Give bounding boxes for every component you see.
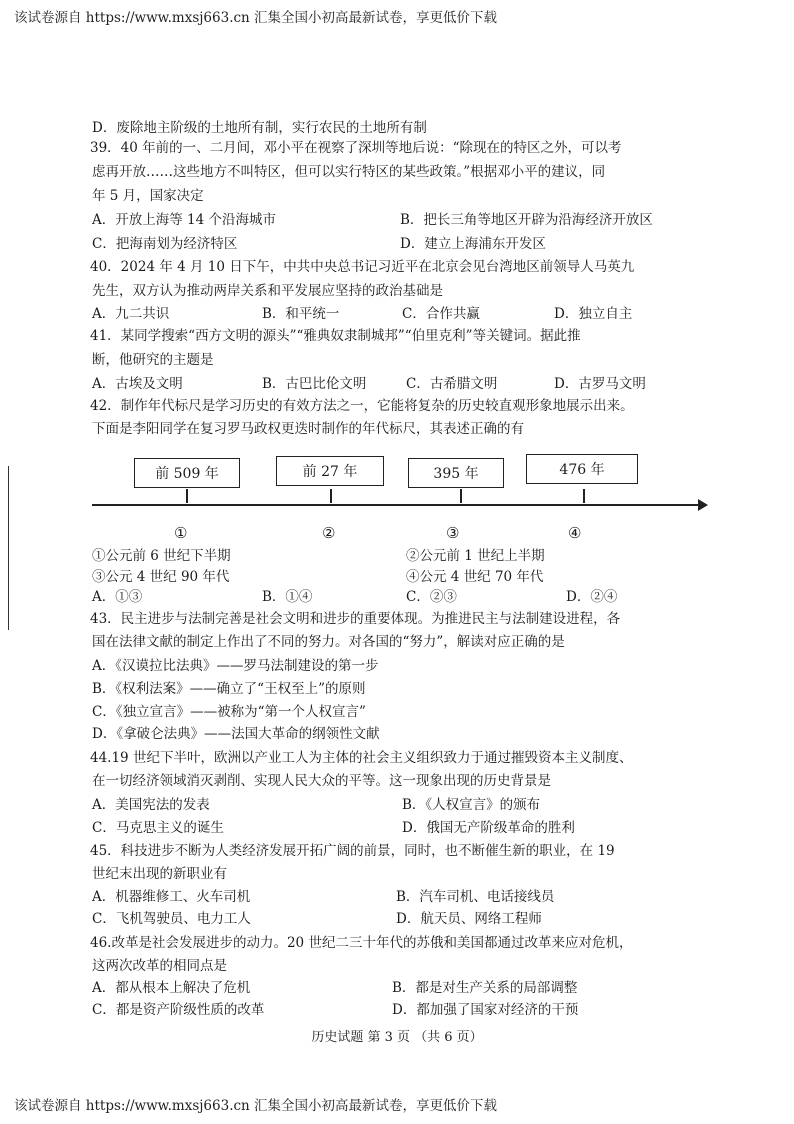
q39-option-a: A．开放上海等 14 个沿海城市 [92,212,277,228]
timeline-box-27bc: 前 27 年 [276,456,384,486]
source-banner-top: 该试卷源自 https://www.mxsj663.cn 汇集全国小初高最新试卷，享更低价下载 [14,10,498,26]
q45-option-d: D．航天员、网络工程师 [396,911,542,927]
q44-option-b: B．《人权宣言》的颁布 [402,797,541,813]
timeline-mark-1: ① [174,524,188,542]
timeline-box-395: 395 年 [408,458,504,488]
timeline-stem [330,489,332,503]
binding-margin-line [0,466,9,630]
q44-option-d: D．俄国无产阶级革命的胜利 [402,820,575,836]
q41-option-b: B．古巴比伦文明 [262,376,367,392]
q42-option-c: C．②③ [406,589,457,605]
q44-option-c: C．马克思主义的诞生 [92,820,224,836]
timeline-mark-3: ③ [446,524,460,542]
q40-option-b: B．和平统一 [262,306,340,322]
q40-option-a: A．九二共识 [92,306,170,322]
q46-stem-line-1: 46.改革是社会发展进步的动力。20 世纪二三十年代的苏俄和美国都通过改革来应对危机， [90,935,633,951]
q43-stem-line-1: 43．民主进步与法制完善是社会文明和进步的重要体现。为推进民主与法制建设进程，各 [90,611,621,627]
q42-statement-4: ④公元 4 世纪 70 年代 [406,569,544,585]
timeline-arrow-icon [698,499,708,511]
q44-stem-line-1: 44.19 世纪下半叶，欧洲以产业工人为主体的社会主义组织致力于通过摧毁资本主义制度、 [90,750,633,766]
timeline-box-476: 476 年 [526,454,638,484]
q42-stem-line-2: 下面是李阳同学在复习罗马政权更迭时制作的年代标尺，其表述正确的有 [92,421,524,437]
q46-option-d: D．都加强了国家对经济的干预 [392,1002,579,1018]
timeline-stem [583,489,585,503]
q42-statement-1: ①公元前 6 世纪下半期 [92,548,231,564]
timeline-mark-4: ④ [568,524,582,542]
source-banner-bottom: 该试卷源自 https://www.mxsj663.cn 汇集全国小初高最新试卷，享更低价下载 [14,1098,498,1114]
q39-option-d: D．建立上海浦东开发区 [400,236,546,252]
q42-statement-2: ②公元前 1 世纪上半期 [406,548,545,564]
q40-option-d: D．独立自主 [554,306,633,322]
q39-option-b: B．把长三角等地区开辟为沿海经济开放区 [400,212,653,228]
timeline-box-509bc: 前 509 年 [134,458,240,488]
q43-option-d: D．《拿破仑法典》——法国大革命的纲领性文献 [92,726,380,742]
q45-stem-line-1: 45．科技进步不断为人类经济发展开拓广阔的前景，同时，也不断催生新的职业，在 19 [90,843,615,859]
q46-stem-line-2: 这两次改革的相同点是 [92,958,227,974]
q44-option-a: A．美国宪法的发表 [92,797,210,813]
q40-option-c: C．合作共赢 [402,306,480,322]
q41-option-c: C．古希腊文明 [406,376,498,392]
q42-option-d: D．②④ [566,589,618,605]
q45-option-a: A．机器维修工、火车司机 [92,889,251,905]
q42-statement-3: ③公元 4 世纪 90 年代 [92,569,230,585]
q39-stem-line-1: 39．40 年前的一、二月间，邓小平在视察了深圳等地后说：“除现在的特区之外，可以考 [90,140,622,156]
q43-stem-line-2: 国在法律文献的制定上作出了不同的努力。对各国的“努力”，解读对应正确的是 [92,634,565,650]
q38-option-d: D．废除地主阶级的土地所有制，实行农民的土地所有制 [92,120,427,136]
q45-option-b: B．汽车司机、电话接线员 [396,889,555,905]
q44-stem-line-2: 在一切经济领域消灭剥削、实现人民大众的平等。这一现象出现的历史背景是 [92,773,551,789]
page-footer: 历史试题 第 3 页 （共 6 页） [311,1030,483,1045]
timeline-stem [460,489,462,503]
q43-option-c: C．《独立宣言》——被称为“第一个人权宣言” [92,704,366,720]
q45-stem-line-2: 世纪末出现的新职业有 [92,866,227,882]
q41-option-a: A．古埃及文明 [92,376,183,392]
q46-option-b: B．都是对生产关系的局部调整 [392,980,578,996]
q42-stem-line-1: 42．制作年代标尺是学习历史的有效方法之一，它能将复杂的历史较直观形象地展示出来。 [90,398,634,414]
q39-stem-line-3: 年 5 月，国家决定 [92,188,204,204]
q41-option-d: D．古罗马文明 [554,376,646,392]
q46-option-a: A．都从根本上解决了危机 [92,980,251,996]
q43-option-b: B．《权利法案》——确立了“王权至上”的原则 [92,681,366,697]
q43-option-a: A．《汉谟拉比法典》——罗马法制建设的第一步 [92,658,379,674]
timeline-stem [186,489,188,503]
q40-stem-line-1: 40．2024 年 4 月 10 日下午，中共中央总书记习近平在北京会见台湾地区前领导人马英九 [90,259,635,275]
timeline-axis [92,504,700,506]
q45-option-c: C．飞机驾驶员、电力工人 [92,911,251,927]
q41-stem-line-2: 断，他研究的主题是 [92,352,214,368]
q39-stem-line-2: 虑再开放……这些地方不叫特区，但可以实行特区的某些政策。”根据邓小平的建议，同 [92,164,606,180]
q41-stem-line-1: 41．某同学搜索“西方文明的源头”“雅典奴隶制城邦”“伯里克利”等关键词。据此推 [90,328,581,344]
q39-option-c: C．把海南划为经济特区 [92,236,238,252]
q42-option-b: B．①④ [262,589,313,605]
timeline-mark-2: ② [322,524,336,542]
q40-stem-line-2: 先生，双方认为推动两岸关系和平发展应坚持的政治基础是 [92,283,443,299]
q42-option-a: A．①③ [92,589,143,605]
q46-option-c: C．都是资产阶级性质的改革 [92,1002,265,1018]
